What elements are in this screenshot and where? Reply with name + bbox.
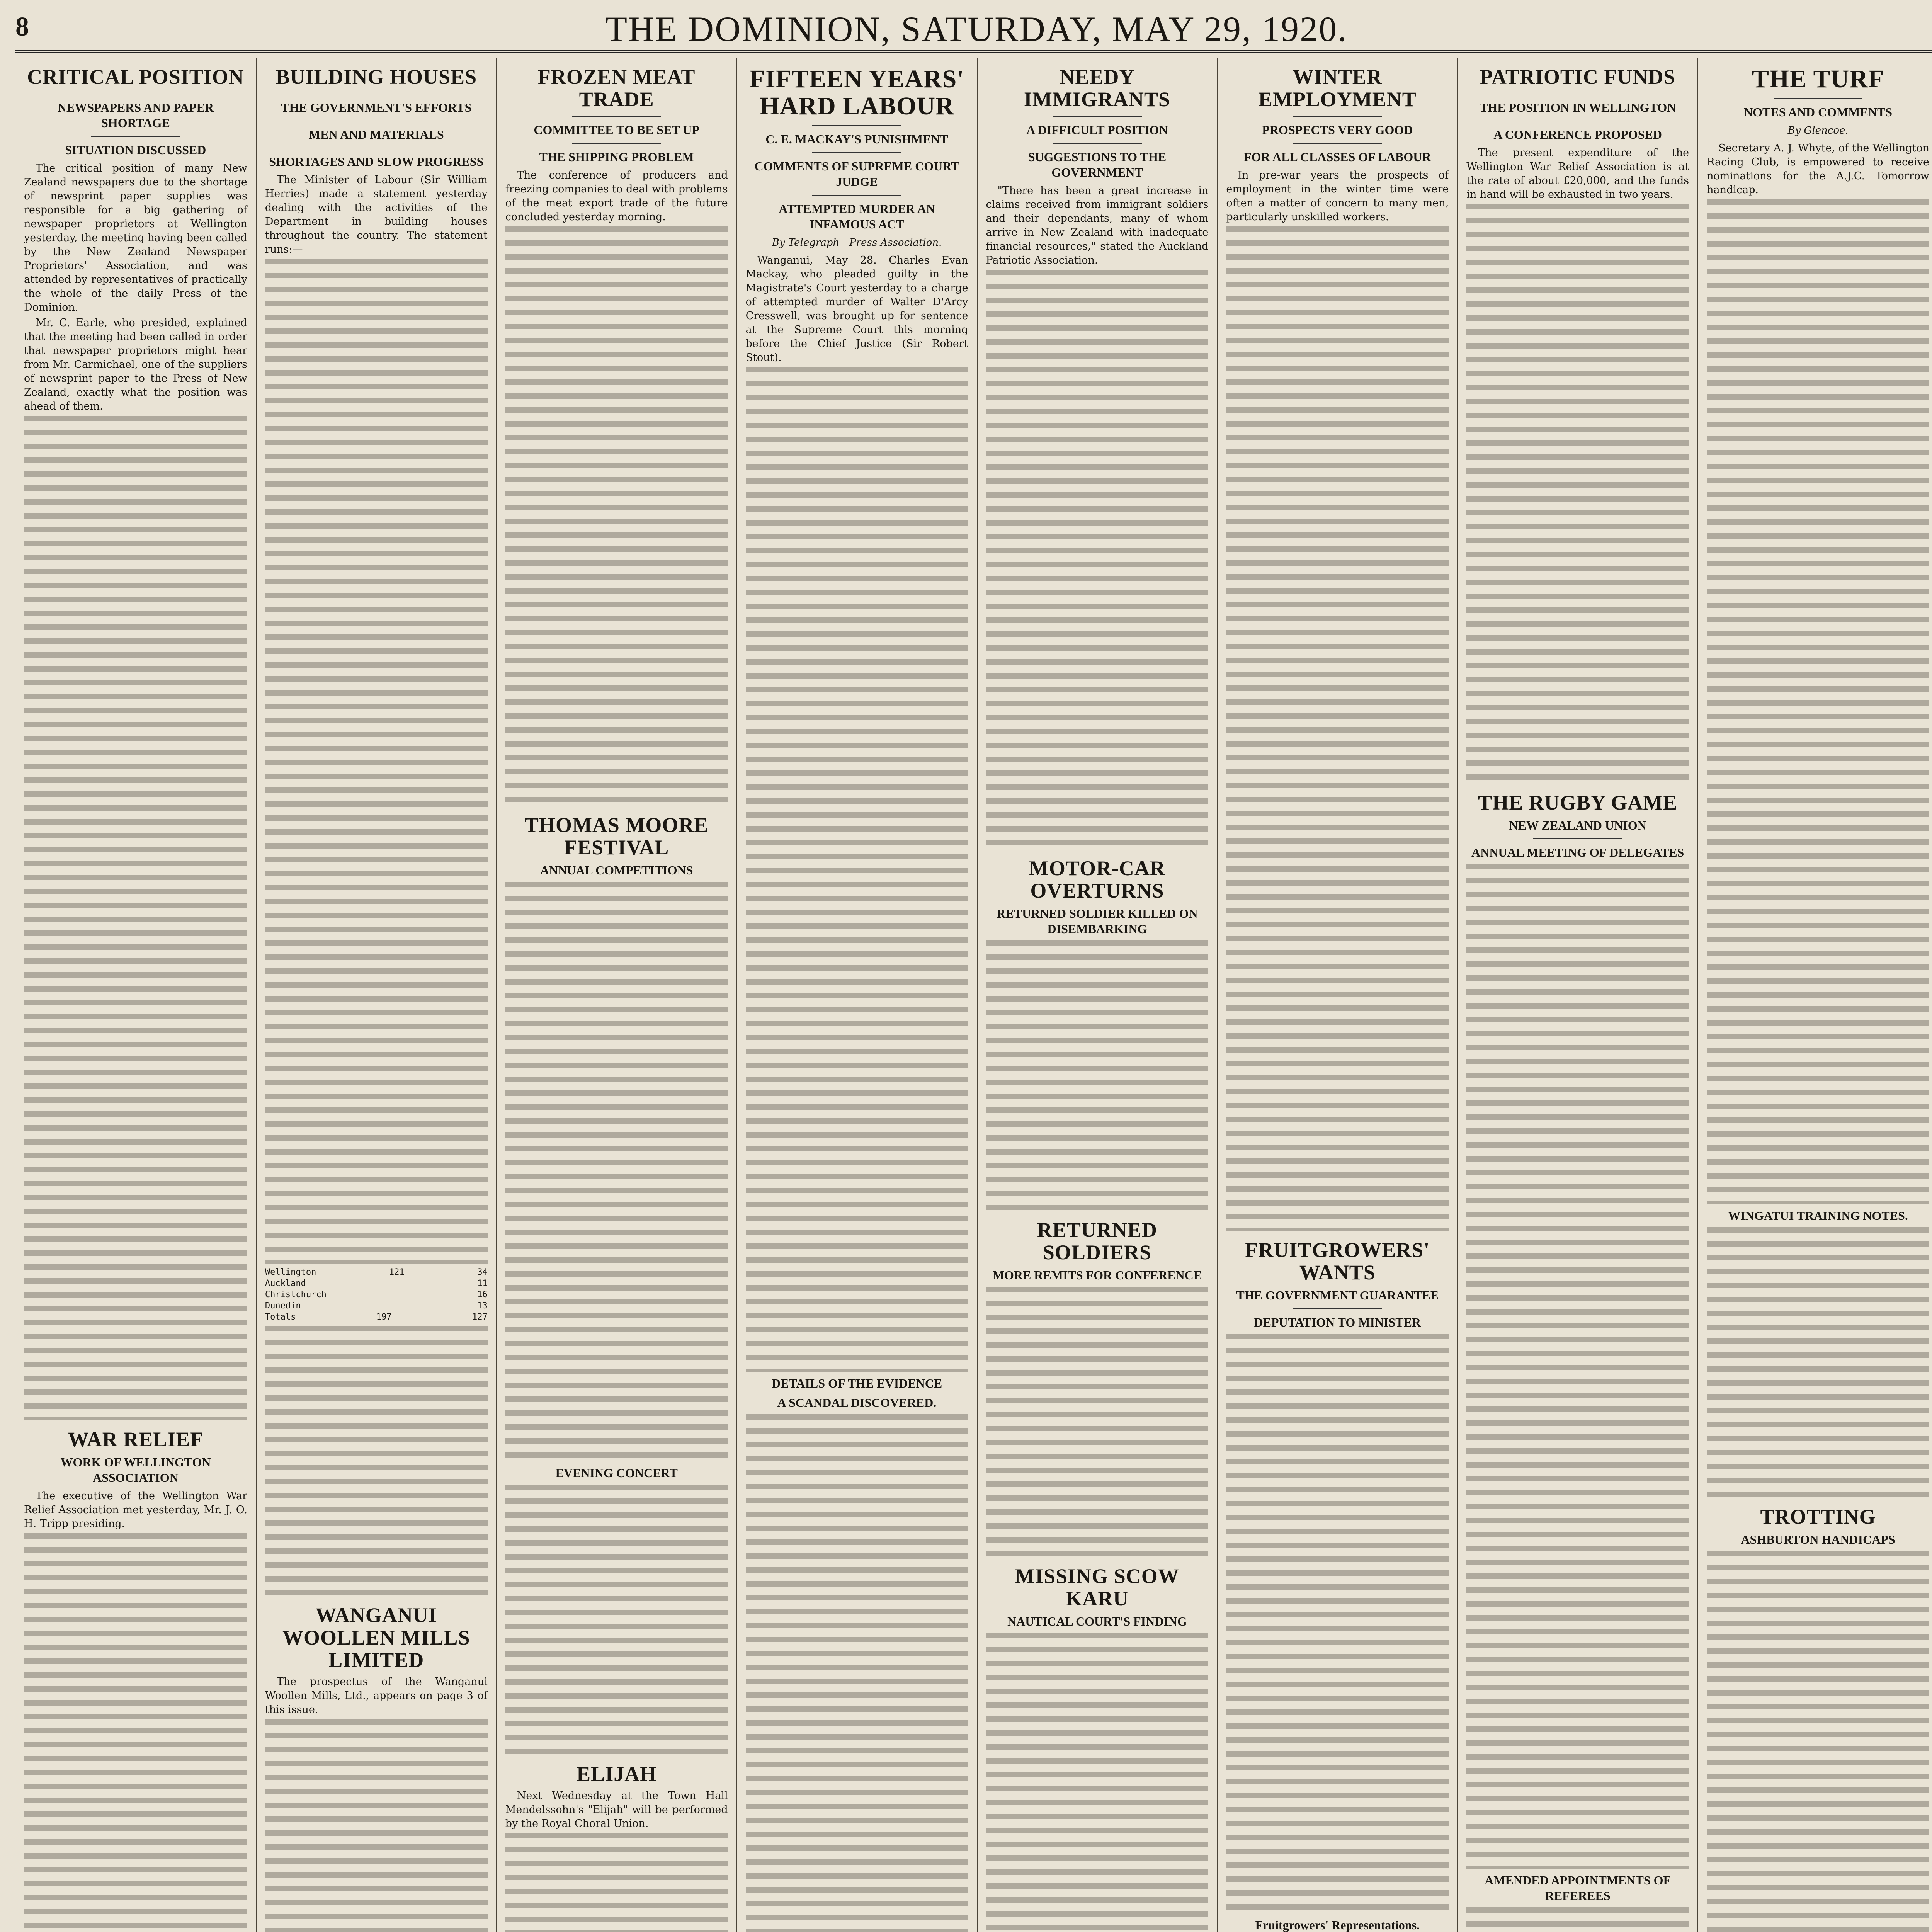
divider [812,125,901,126]
subhead: NEWSPAPERS AND PAPER SHORTAGE [57,100,214,130]
article-body-text [24,1533,247,1932]
article-body-text [986,1287,1209,1557]
headline: THE TURF [1752,65,1884,93]
headline: THE RUGBY GAME [1478,791,1678,814]
headline: THOMAS MOORE FESTIVAL [524,813,709,859]
article-body-text [1707,1227,1929,1498]
table-row: Wellington 121 34 [265,1267,488,1277]
article-body-text [746,1414,968,1932]
headline: CRITICAL POSITION [27,65,244,88]
article-paragraph: The prospectus of the Wanganui Woollen Mills, Ltd., appears on page 3 of this issue. [265,1676,488,1716]
columns [15,58,1932,1932]
subhead: ATTEMPTED MURDER AN INFAMOUS ACT [779,202,935,231]
headline: FIFTEEN YEARS' HARD LABOUR [749,65,964,120]
article-body-text [505,226,728,806]
subhead: COMMENTS OF SUPREME COURT JUDGE [754,159,959,189]
subhead: THE GOVERNMENT GUARANTEE [1236,1288,1439,1302]
column-2 [256,58,496,1932]
article-body-text [505,1833,728,1932]
article-body-text [746,367,968,1372]
article-paragraph: The executive of the Wellington War Relief Association met yesterday, Mr. J. O. H. Tripp presiding. [24,1490,247,1530]
headline: RETURNED SOLDIERS [1037,1218,1157,1264]
divider [1293,116,1382,117]
subhead: A SCANDAL DISCOVERED. [777,1396,937,1410]
table-row: Christchurch 16 [265,1290,488,1299]
subhead: THE POSITION IN WELLINGTON [1480,100,1676,114]
subhead: NOTES AND COMMENTS [1744,105,1893,119]
subhead: FOR ALL CLASSES OF LABOUR [1244,150,1431,164]
housing-table [265,1267,488,1323]
divider [812,195,901,196]
subhead: EVENING CONCERT [555,1466,678,1480]
subhead: SUGGESTIONS TO THE GOVERNMENT [1028,150,1167,179]
article-body-text [1707,1551,1929,1932]
headline: NEEDY IMMIGRANTS [1024,65,1170,111]
article-body-text [505,882,728,1461]
article-body-text [1226,1334,1449,1913]
headline: FROZEN MEAT TRADE [537,65,696,111]
divider [1293,143,1382,144]
article-body-text [505,1485,728,1755]
column-5 [977,58,1217,1932]
headline: MISSING SCOW KARU [1015,1565,1179,1610]
article-paragraph: Wanganui, May 28. Charles Evan Mackay, who pleaded guilty in the Magistrate's Court yesterday to a charge of attempted murder of Walter D'Arcy Cresswell, was brought up for sentence at the Supreme Court this morning before the Chief Justice (Sir Robert Stout). [745,254,968,364]
divider [91,136,180,137]
divider [812,152,901,153]
article-paragraph: Secretary A. J. Whyte, of the Wellington Racing Club, is empowered to receive nominations for the A.J.C. Tomorrow handicap. [1707,142,1929,196]
subhead: THE GOVERNMENT'S EFFORTS [281,100,472,114]
article-body-text [1466,1907,1689,1932]
article-body-text [986,1633,1209,1932]
divider [1774,98,1862,99]
divider [572,143,661,144]
divider [1053,143,1141,144]
masthead [15,8,1932,53]
page-number: 8 [15,12,29,42]
subhead: ANNUAL COMPETITIONS [540,863,693,877]
table-row: Dunedin 13 [265,1301,488,1311]
subhead: A CONFERENCE PROPOSED [1493,128,1662,141]
divider [1053,116,1141,117]
table-row: Totals 197 127 [265,1312,488,1322]
article-paragraph: Next Wednesday at the Town Hall Mendelssohn's "Elijah" will be performed by the Royal Choral Union. [505,1790,728,1830]
article-body-text [1466,204,1689,784]
article-body-text [265,1326,488,1596]
column-3 [496,58,736,1932]
subhead: WORK OF WELLINGTON ASSOCIATION [60,1455,211,1485]
newspaper-title: THE DOMINION, SATURDAY, MAY 29, 1920. [605,9,1348,49]
byline: By Telegraph—Press Association. [772,237,942,248]
divider [572,116,661,117]
subhead: PROSPECTS VERY GOOD [1262,123,1413,137]
article-body-text [1226,226,1449,1231]
article-body-text [1707,199,1929,1204]
subhead: A DIFFICULT POSITION [1026,123,1168,137]
divider [1533,838,1622,839]
headline: WAR RELIEF [68,1428,204,1451]
subhead: AMENDED APPOINTMENTS OF REFEREES [1485,1873,1671,1903]
column-7 [1457,58,1697,1932]
headline: MOTOR-CAR OVERTURNS [1029,857,1165,902]
headline: ELIJAH [577,1762,657,1786]
article-body-text [265,259,488,1264]
subhead: NAUTICAL COURT'S FINDING [1007,1614,1187,1628]
article-body-text [1466,864,1689,1869]
column-8 [1697,58,1932,1932]
table-row: Auckland 11 [265,1279,488,1288]
subhead: MEN AND MATERIALS [308,128,444,141]
subhead: THE SHIPPING PROBLEM [539,150,694,164]
article-paragraph: Mr. C. Earle, who presided, explained that the meeting had been called in order that newspaper proprietors might hear from Mr. Carmichael, one of the suppliers of newsprint paper to the Press of New Zealand, exactly what the position was ahead of them. [24,317,247,412]
divider [1293,1308,1382,1309]
subhead: Fruitgrowers' Representations. [1255,1918,1420,1932]
subhead: MORE REMITS FOR CONFERENCE [992,1268,1202,1282]
article-body-text [265,1719,488,1932]
subhead: DETAILS OF THE EVIDENCE [771,1376,942,1390]
column-4 [736,58,977,1932]
byline: By Glencoe. [1787,125,1849,136]
article-paragraph: The Minister of Labour (Sir William Herries) made a statement yesterday dealing with the activities of the Department in building houses throughout the country. The statement runs:— [265,174,488,255]
article-paragraph: The present expenditure of the Wellington War Relief Association is at the rate of about £20,000, and the funds in hand will be exhausted in two years. [1466,147,1689,201]
headline: PATRIOTIC FUNDS [1480,65,1676,88]
subhead: SITUATION DISCUSSED [65,143,206,157]
headline: WINTER EMPLOYMENT [1258,65,1417,111]
subhead: NEW ZEALAND UNION [1509,818,1646,832]
subhead: SHORTAGES AND SLOW PROGRESS [269,155,484,168]
subhead: COMMITTEE TO BE SET UP [534,123,699,137]
article-paragraph: The critical position of many New Zealand newspapers due to the shortage of newsprint paper supplies was responsible for a big gathering of newspaper proprietors at Wellington yesterday, the meeting having been called by the New Zealand Newspaper Proprietors' Association, and was attended by representatives of practically the whole of the daily Press of the Dominion. [24,162,247,313]
article-paragraph: In pre-war years the prospects of employment in the winter time were often a matter of concern to many men, particularly unskilled workers. [1226,169,1449,223]
headline: WANGANUI WOOLLEN MILLS LIMITED [282,1604,470,1672]
headline: TROTTING [1760,1505,1876,1528]
article-paragraph: The conference of producers and freezing companies to deal with problems of the meat export trade of the future concluded yesterday morning. [505,169,728,223]
headline: FRUITGROWERS' WANTS [1245,1238,1430,1284]
article-body-text [986,940,1209,1211]
article-body-text [986,270,1209,849]
subhead: ASHBURTON HANDICAPS [1741,1532,1895,1546]
column-6 [1217,58,1457,1932]
subhead: C. E. MACKAY'S PUNISHMENT [765,132,948,146]
column-1 [15,58,256,1932]
headline: BUILDING HOUSES [276,65,477,88]
subhead: WINGATUI TRAINING NOTES. [1728,1209,1908,1223]
subhead: ANNUAL MEETING OF DELEGATES [1471,845,1684,859]
article-paragraph: "There has been a great increase in claims received from immigrant soldiers and their dependants, many of whom arrive in New Zealand with inadequate financial resources," stated the Auckland Patriotic Association. [986,185,1209,266]
subhead: RETURNED SOLDIER KILLED ON DISEMBARKING [997,906,1198,936]
article-body-text [24,416,247,1420]
subhead: DEPUTATION TO MINISTER [1254,1315,1421,1329]
